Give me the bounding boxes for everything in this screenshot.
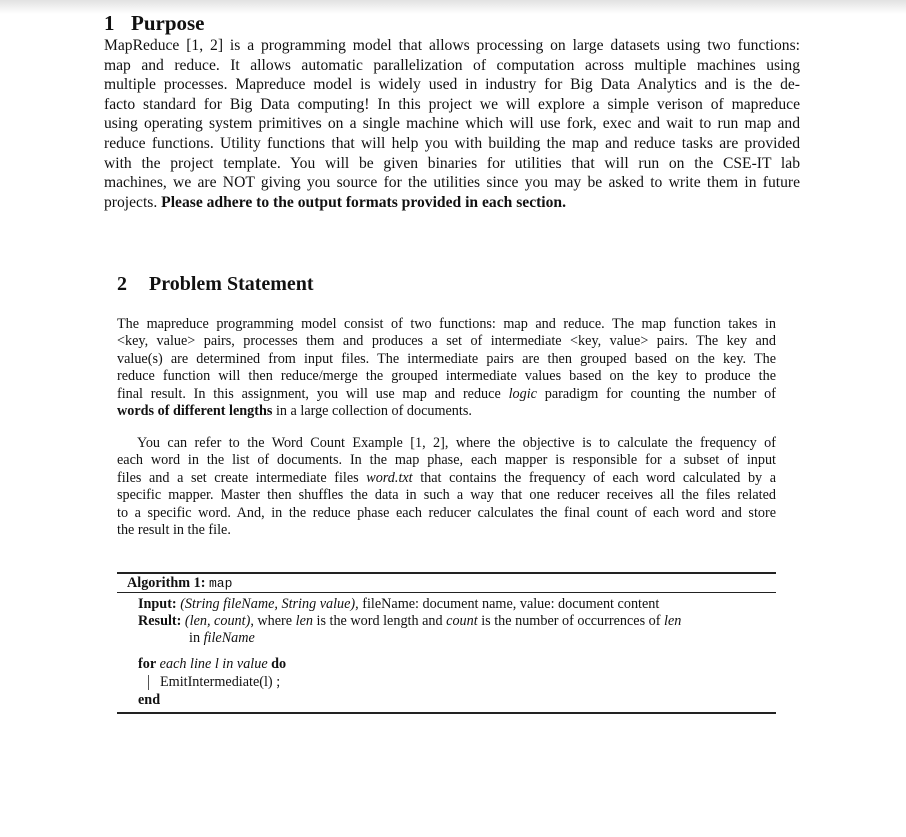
loop-condition: each line l in value	[159, 656, 268, 672]
algorithm-input	[138, 595, 659, 613]
result-var: len	[295, 613, 313, 629]
text-segment: value(s) are determined from input files. The intermediate pairs are then grouped based on the key. The	[117, 350, 776, 367]
text-line	[117, 315, 776, 333]
text-segment: in a large collection of documents.	[272, 403, 472, 419]
text-line	[104, 76, 800, 94]
text-segment: You can refer to the Word Count Example [1, 2], where the objective is to calculate the frequency of	[137, 435, 776, 451]
text-line	[104, 135, 800, 153]
algorithm-end	[138, 691, 160, 709]
text-segment: MapReduce [1, 2] is a programming model that allows processing on large datasets using two functions:	[104, 37, 800, 54]
algorithm-caption-rule	[117, 592, 776, 593]
text-segment: word.txt	[366, 469, 413, 486]
text-line	[117, 402, 776, 420]
text-segment: reduce function will then reduce/merge the grouped intermediate values based on the key to produce the	[117, 368, 776, 385]
input-label: Input:	[138, 596, 177, 612]
text-segment: each word in the list of documents. In the map phase, each mapper is responsible for a subset of input	[117, 452, 776, 469]
algorithm-loop-body: EmitIntermediate(l) ;	[160, 674, 281, 690]
algorithm-name: map	[208, 576, 233, 591]
text-segment: reduce functions. Utility functions that will help you with building the map and reduce tasks are provided	[104, 135, 800, 152]
loop-body-bar	[148, 675, 149, 690]
text-segment: projects.	[104, 193, 162, 211]
text-segment: paradigm for counting the number of	[536, 385, 776, 402]
algorithm-bottom-rule	[117, 712, 776, 714]
text-segment: files and a set create intermediate files	[117, 469, 367, 486]
input-description: , fileName: document name, value: document content	[355, 596, 660, 612]
section-number: 2	[117, 273, 127, 295]
text-segment: with the project template. You will be given binaries for utilities that will run on the CSE-IT lab	[104, 154, 800, 172]
keyword-for: for	[138, 656, 157, 672]
section-heading-purpose	[104, 11, 205, 36]
text-line	[117, 486, 776, 504]
text-segment: The mapreduce programming model consist of two functions: map and reduce. The map function takes in	[117, 316, 776, 332]
text-segment: logic	[508, 385, 537, 402]
text-line	[104, 174, 800, 192]
algorithm-label: Algorithm 1:	[127, 575, 206, 591]
result-text: in	[189, 630, 204, 646]
text-line	[117, 367, 776, 385]
text-line	[104, 115, 800, 133]
text-line	[117, 451, 776, 469]
section-title: Purpose	[131, 11, 205, 35]
text-segment: multiple processes. Mapreduce model is widely used in industry for Big Data Analytics and is the de-	[104, 76, 800, 94]
text-line	[104, 155, 800, 173]
result-var: fileName	[203, 630, 255, 646]
result-label: Result:	[138, 613, 182, 629]
text-segment: final result. In this assignment, you will use map and reduce	[117, 385, 509, 402]
text-segment: machines, we are NOT giving you source for the utilities since you may be asked to write them in future	[104, 174, 800, 192]
algorithm-for-line	[138, 655, 286, 673]
text-segment: words of different lengths	[117, 403, 273, 419]
text-line	[104, 194, 800, 212]
section-heading-problem-statement	[117, 273, 314, 296]
result-text: is the word length and	[312, 613, 447, 629]
text-line	[117, 521, 776, 539]
text-line	[117, 504, 776, 522]
section-number: 1	[104, 11, 115, 35]
algorithm-caption	[127, 574, 232, 593]
text-line	[117, 332, 776, 350]
result-signature: (len, count)	[184, 613, 251, 629]
input-signature: (String fileName, String value)	[180, 596, 356, 612]
keyword-end: end	[138, 692, 161, 708]
text-segment: that contains the frequency of each word calculated by a	[412, 469, 777, 486]
result-var: len	[664, 613, 682, 629]
text-line	[117, 469, 776, 487]
text-segment: specific mapper. Master then shuffles the data in such a way that one reducer receives all the files related	[117, 487, 776, 504]
text-line	[117, 350, 776, 368]
result-text: , where	[250, 613, 296, 629]
text-segment: map and reduce. It allows automatic parallelization of computation across multiple machines using	[104, 56, 800, 74]
text-line	[117, 385, 776, 403]
text-line	[104, 57, 800, 75]
result-var: count	[446, 613, 478, 629]
text-segment: Please adhere to the output formats provided in each section.	[161, 193, 567, 211]
keyword-do: do	[271, 656, 287, 672]
text-segment: <key, value> pairs, processes them and produces a set of intermediate <key, value> pairs. The key and	[117, 333, 776, 350]
text-segment: the result in the file.	[117, 522, 231, 538]
section-title: Problem Statement	[149, 273, 314, 295]
algorithm-result-continued	[189, 629, 255, 647]
text-line	[104, 37, 800, 55]
algorithm-result	[138, 612, 681, 630]
text-line	[117, 434, 776, 452]
text-line	[104, 96, 800, 114]
text-segment: to a specific word. And, in the reduce phase each reducer calculates the final count of each word and store	[117, 504, 776, 521]
text-segment: using operating system primitives on a single machine which will use fork, exec and wait to run map and	[104, 115, 800, 133]
result-text: is the number of occurrences of	[477, 613, 665, 629]
text-segment: facto standard for Big Data computing! In this project we will explore a simple verison of mapreduce	[104, 95, 800, 113]
